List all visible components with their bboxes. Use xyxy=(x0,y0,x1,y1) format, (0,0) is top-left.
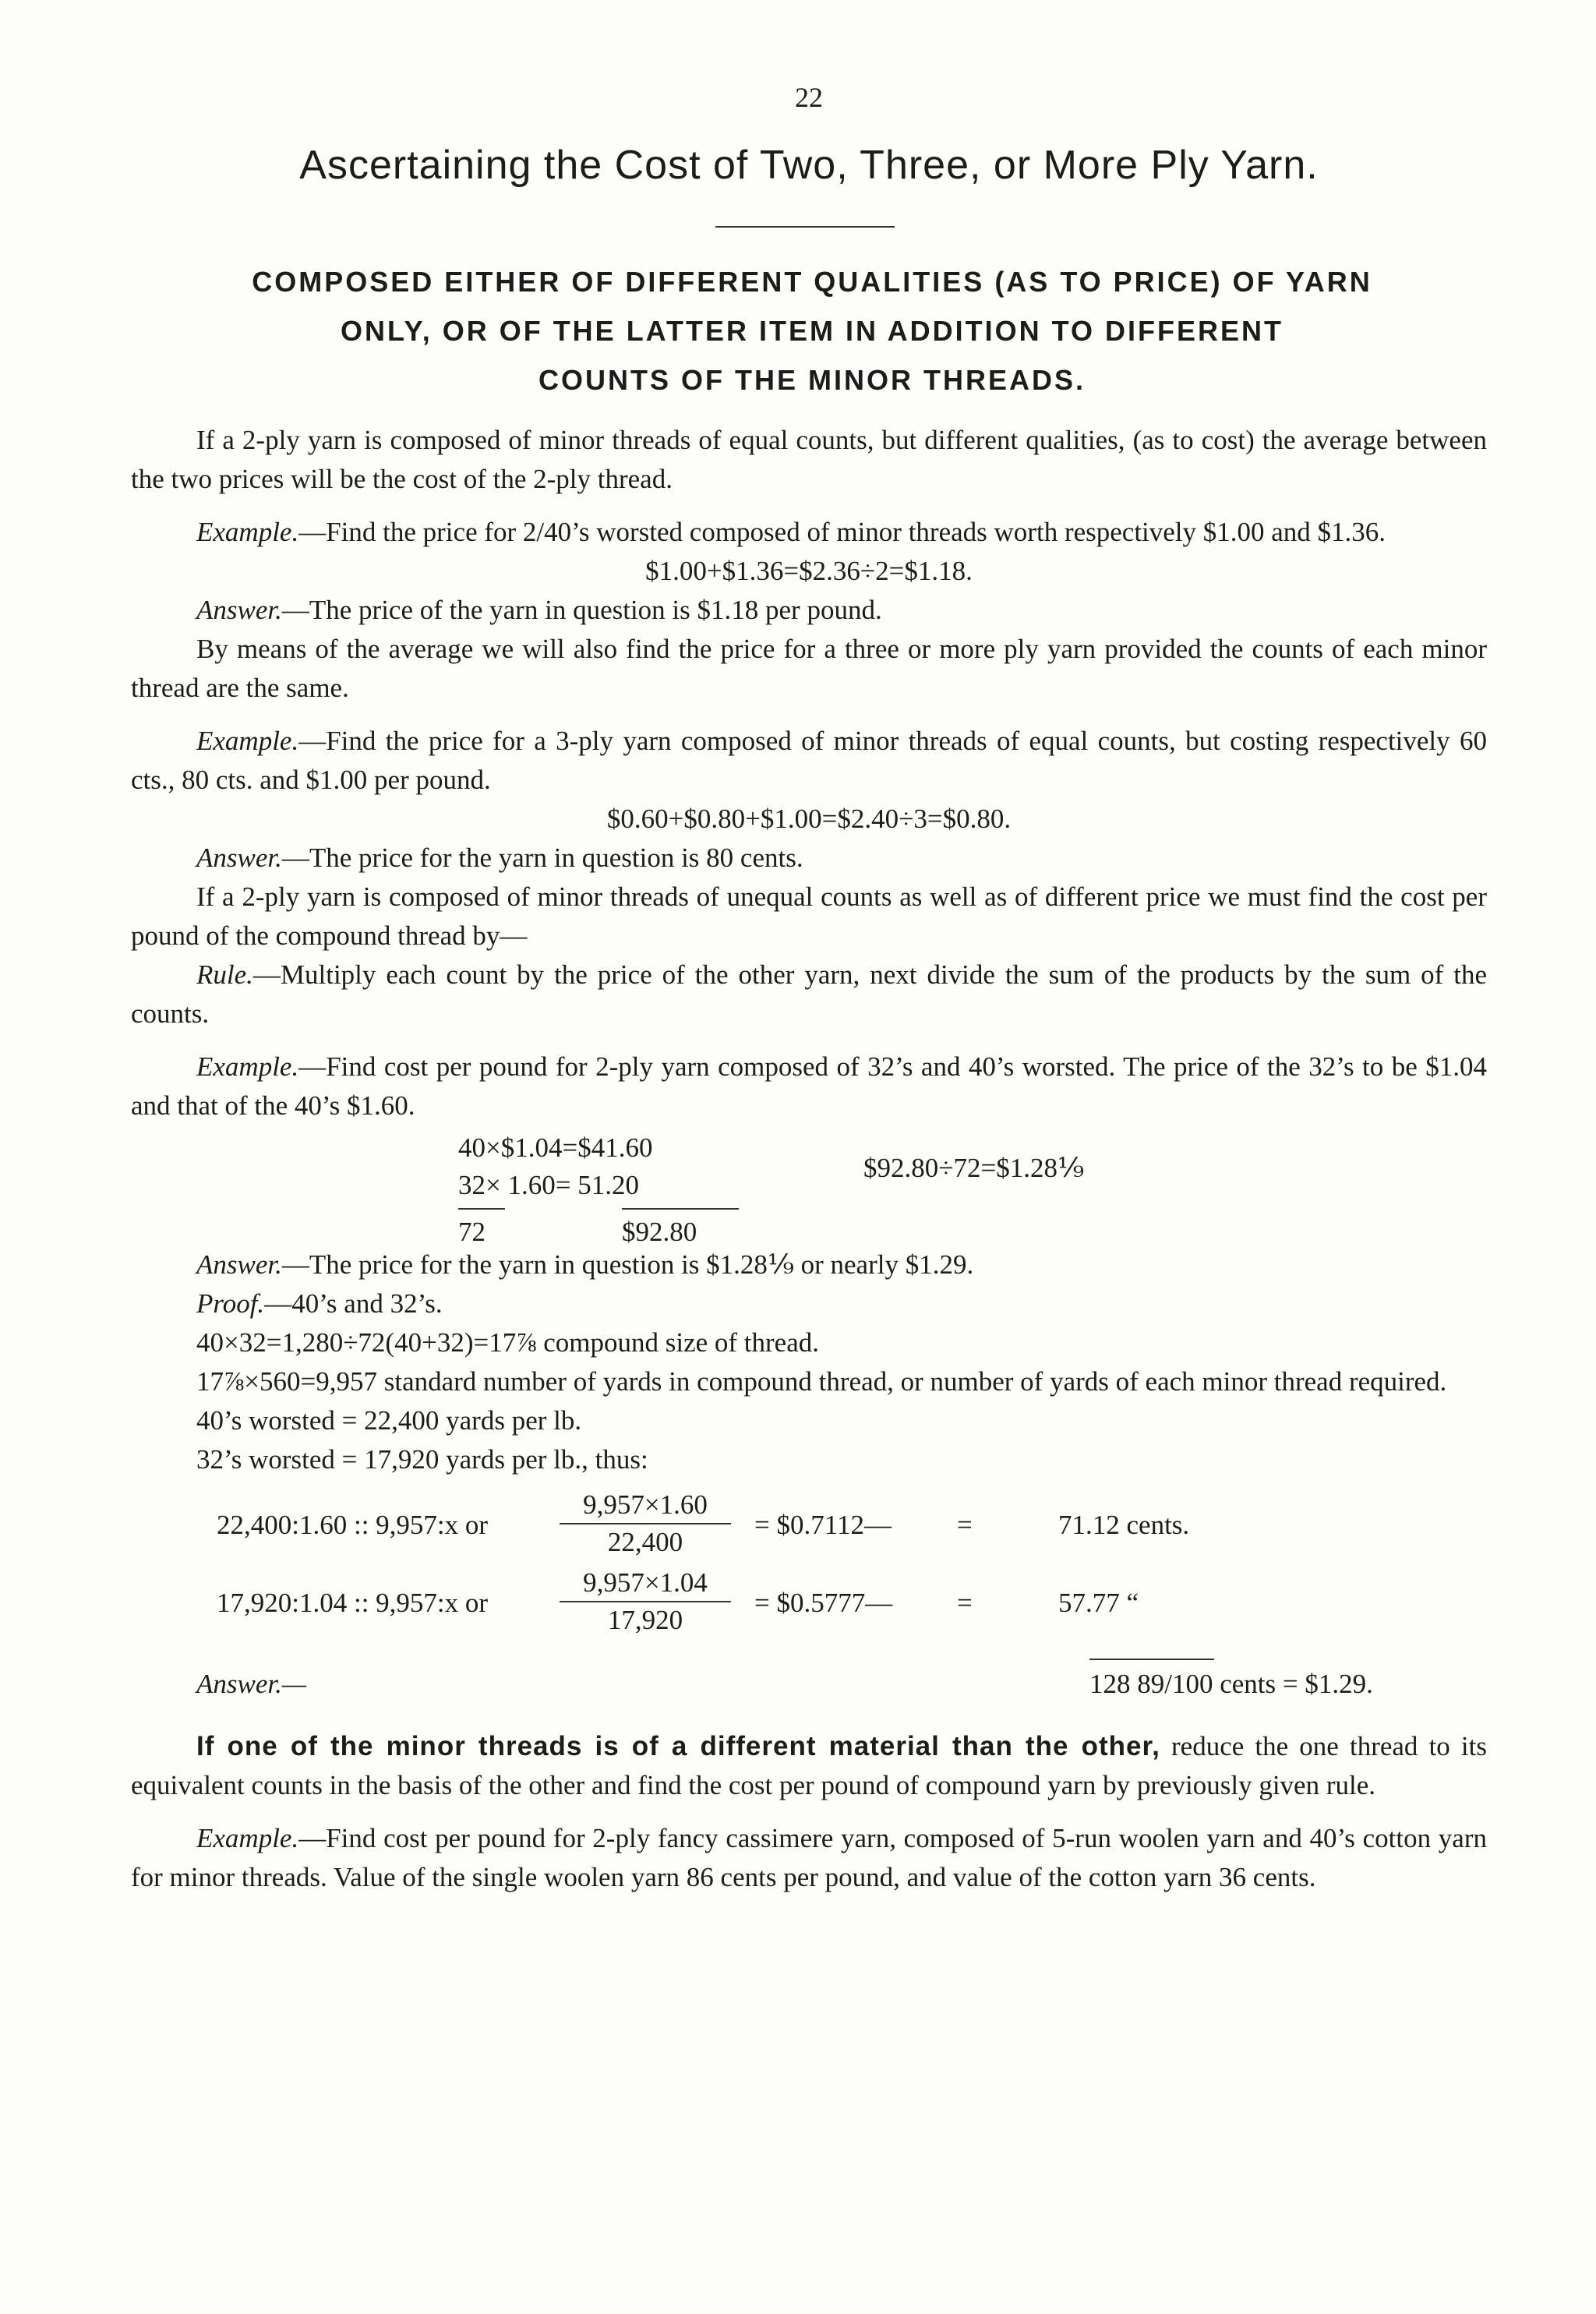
example-4 xyxy=(131,1819,1487,1897)
proof-line-1: 40×32=1,280÷72(40+32)=17⅞ compound size of thread. xyxy=(196,1327,820,1358)
calc-underline-right xyxy=(622,1208,739,1210)
example-2-calculation: $0.60+$0.80+$1.00=$2.40÷3=$0.80. xyxy=(606,804,1012,834)
paragraph-2: By means of the average we will also find the price for a three or more ply yarn provided the counts of each minor thread are the same. xyxy=(131,634,1487,703)
answer-label: Answer. xyxy=(196,1249,282,1280)
subheading xyxy=(97,257,1527,405)
paragraph-rest: reduce the one thread to its equivalent counts in the basis of the other and find the cost per pound of compound yarn by previously given rule. xyxy=(131,1731,1488,1800)
answer-3 xyxy=(131,1245,1487,1284)
answer-label: Answer. xyxy=(196,595,282,625)
example-2 xyxy=(131,722,1487,800)
subheading-line-1: COMPOSED EITHER OF DIFFERENT QUALITIES (AS TO PRICE) OF YARN xyxy=(252,266,1372,298)
page-title: Ascertaining the Cost of Two, Three, or More Ply Yarn. xyxy=(299,143,1319,188)
title-rule xyxy=(715,226,895,228)
example-text: —Find the price for a 3-ply yarn composed of minor threads of equal counts, but costing respectively 60 cts., 80 cts. and $1.00 per pound. xyxy=(131,726,1487,795)
answer-value: 128 89/100 cents = $1.29. xyxy=(1089,1669,1373,1699)
sum-rule xyxy=(1089,1659,1214,1660)
subheading-line-2: ONLY, OR OF THE LATTER ITEM IN ADDITION TO DIFFERENT xyxy=(340,315,1284,347)
answer-text: —The price of the yarn in question is $1.18 per pound. xyxy=(281,595,882,625)
equals-sign: = xyxy=(957,1588,973,1618)
answer-1 xyxy=(131,591,1487,630)
paragraph-3: If a 2-ply yarn is composed of minor threads of unequal counts as well as of different price we must find the cost per pound of the compound thread by— xyxy=(131,881,1487,951)
proportion-calculations xyxy=(131,1487,1487,1643)
proportion-result: = $0.7112— xyxy=(754,1510,892,1540)
paragraph-lead: If one of the minor threads is of a different material than the other, xyxy=(196,1731,1160,1761)
example-1 xyxy=(131,513,1487,552)
proportion-lhs: 17,920:1.04 :: 9,957:x or xyxy=(217,1588,489,1618)
body-text xyxy=(131,421,1487,1897)
example-3-calculation xyxy=(458,1129,1487,1245)
calc-line-1: 40×$1.04=$41.60 xyxy=(458,1132,653,1163)
example-text: —Find cost per pound for 2-ply yarn composed of 32’s and 40’s worsted. The price of the 32’s to be $1.04 and that of the 40’s $1.60. xyxy=(131,1051,1487,1121)
answer-label: Answer. xyxy=(196,843,282,873)
proportion-row xyxy=(217,1487,1464,1562)
answer-label: Answer.— xyxy=(196,1669,306,1699)
paragraph-1: If a 2-ply yarn is composed of minor threads of equal counts, but different qualities, (as to cost) the average between the two prices will be the cost of the 2-ply thread. xyxy=(131,425,1487,494)
fraction-numerator: 9,957×1.60 xyxy=(560,1487,731,1524)
answer-text: —The price for the yarn in question is 80 cents. xyxy=(281,843,803,873)
rule-label: Rule. xyxy=(196,959,253,990)
example-label: Example. xyxy=(196,1823,299,1853)
fraction-numerator: 9,957×1.04 xyxy=(560,1565,731,1602)
proof-text: —40’s and 32’s. xyxy=(264,1288,443,1319)
calc-total-right: $92.80 xyxy=(622,1217,697,1247)
example-1-calculation: $1.00+$1.36=$2.36÷2=$1.18. xyxy=(645,556,973,586)
proportion-row xyxy=(217,1565,1464,1640)
proportion-result: = $0.5777— xyxy=(754,1588,893,1618)
proof xyxy=(131,1284,1487,1323)
example-label: Example. xyxy=(196,517,299,547)
proof-line-2: 17⅞×560=9,957 standard number of yards in compound thread, or number of yards of each minor thread required. xyxy=(196,1366,1447,1397)
calc-total-left: 72 xyxy=(458,1217,486,1247)
proof-label: Proof. xyxy=(196,1288,265,1319)
example-text: —Find cost per pound for 2-ply fancy cassimere yarn, composed of 5-run woolen yarn and 40’s cotton yarn for minor threads. Value of the single woolen yarn 86 cents per pound, and value of the cotton yarn 36 cents. xyxy=(131,1823,1487,1892)
rule-text: —Multiply each count by the price of the other yarn, next divide the sum of the products by the sum of the counts. xyxy=(131,959,1487,1029)
answer-text: —The price for the yarn in question is $1.28⅑ or nearly $1.29. xyxy=(281,1249,974,1280)
fraction xyxy=(560,1565,731,1638)
proportion-value: 57.77 “ xyxy=(1058,1588,1139,1618)
answer-2 xyxy=(131,839,1487,878)
calc-underline-left xyxy=(458,1208,505,1210)
example-3 xyxy=(131,1047,1487,1125)
proof-line-4: 32’s worsted = 17,920 yards per lb., thus: xyxy=(196,1444,648,1475)
fraction-denominator: 22,400 xyxy=(607,1527,683,1557)
fraction xyxy=(560,1487,731,1560)
rule xyxy=(131,956,1487,1033)
example-label: Example. xyxy=(196,1051,299,1082)
calc-division: $92.80÷72=$1.28⅑ xyxy=(863,1153,1084,1183)
fraction-denominator: 17,920 xyxy=(607,1605,683,1635)
proportion-lhs: 22,400:1.60 :: 9,957:x or xyxy=(217,1510,489,1540)
example-label: Example. xyxy=(196,726,299,756)
equals-sign: = xyxy=(957,1510,973,1540)
calc-line-2: 32× 1.60= 51.20 xyxy=(458,1170,639,1200)
subheading-line-3: COUNTS OF THE MINOR THREADS. xyxy=(538,364,1086,396)
paragraph-4 xyxy=(131,1727,1487,1805)
answer-4 xyxy=(131,1659,1487,1713)
proportion-value: 71.12 cents. xyxy=(1058,1510,1190,1540)
example-text: —Find the price for 2/40’s worsted composed of minor threads worth respectively $1.00 and $1.36. xyxy=(298,517,1386,547)
page-number: 22 xyxy=(795,82,823,113)
proof-line-3: 40’s worsted = 22,400 yards per lb. xyxy=(196,1405,582,1436)
